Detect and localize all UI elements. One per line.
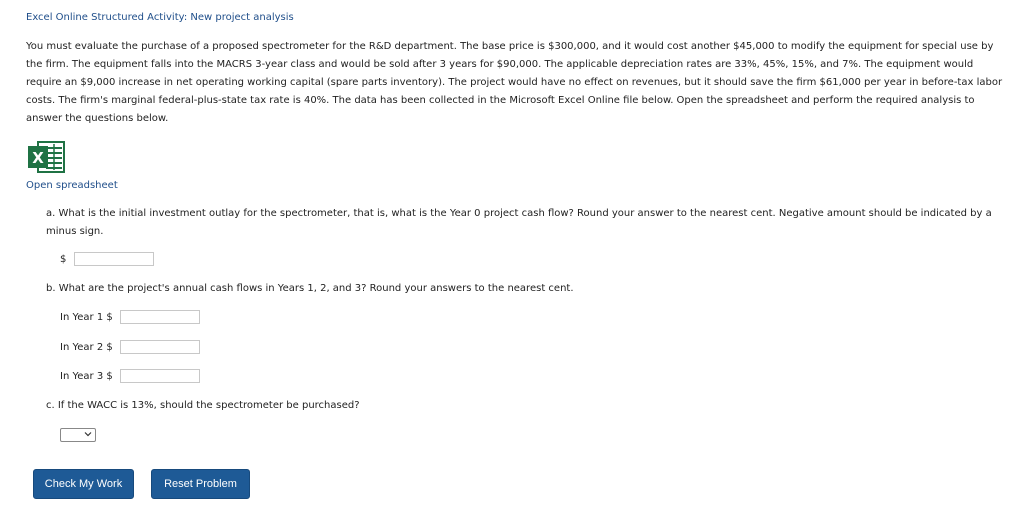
year-2-row: [60, 340, 200, 354]
question-b-text: b. What are the project's annual cash flows in Years 1, 2, and 3? Round your answers to the nearest cent.: [46, 283, 574, 294]
check-my-work-button[interactable]: Check My Work: [33, 469, 134, 499]
problem-description: You must evaluate the purchase of a proposed spectrometer for the R&D department. The base price is $300,000, and it would cost another $45,000 to modify the equipment for special use by the firm. The equipment falls into the MACRS 3-year class and would be sold after 3 years for $90,000. The applicable depreciation rates are 33%, 45%, 15%, and 7%. The equipment would require an $9,000 increase in net operating working capital (spare parts inventory). The project would have no effect on revenues, but it should save the firm $61,000 per year in before-tax labor costs. The firm's marginal federal-plus-state tax rate is 40%. The data has been collected in the Microsoft Excel Online file below. Open the spreadsheet and perform the required analysis to answer the questions below.: [26, 41, 1003, 124]
chevron-down-icon: [84, 430, 92, 438]
svg-text:X: X: [32, 149, 44, 167]
reset-problem-button[interactable]: Reset Problem: [151, 469, 250, 499]
page-title: Excel Online Structured Activity: New project analysis: [26, 12, 294, 23]
year-3-cashflow-input[interactable]: [120, 369, 200, 383]
year-2-cashflow-input[interactable]: [120, 340, 200, 354]
year-1-cashflow-input[interactable]: [120, 310, 200, 324]
year-1-label: In Year 1 $: [60, 311, 113, 323]
year-0-cashflow-input[interactable]: [74, 252, 154, 266]
question-c-text: c. If the WACC is 13%, should the spectrometer be purchased?: [46, 400, 360, 411]
question-a-answer-row: [60, 252, 154, 266]
question-a-text: a. What is the initial investment outlay for the spectrometer, that is, what is the Year 0 project cash flow? Round your answer to the nearest cent. Negative amount should be indicated by a minus sign.: [46, 208, 992, 237]
open-spreadsheet-link[interactable]: Open spreadsheet: [26, 180, 118, 191]
purchase-decision-select[interactable]: [60, 428, 96, 442]
excel-icon[interactable]: [28, 140, 66, 174]
year-3-row: [60, 369, 200, 383]
year-3-label: In Year 3 $: [60, 370, 113, 382]
year-2-label: In Year 2 $: [60, 341, 113, 353]
year-1-row: [60, 310, 200, 324]
currency-label: $: [60, 253, 67, 265]
